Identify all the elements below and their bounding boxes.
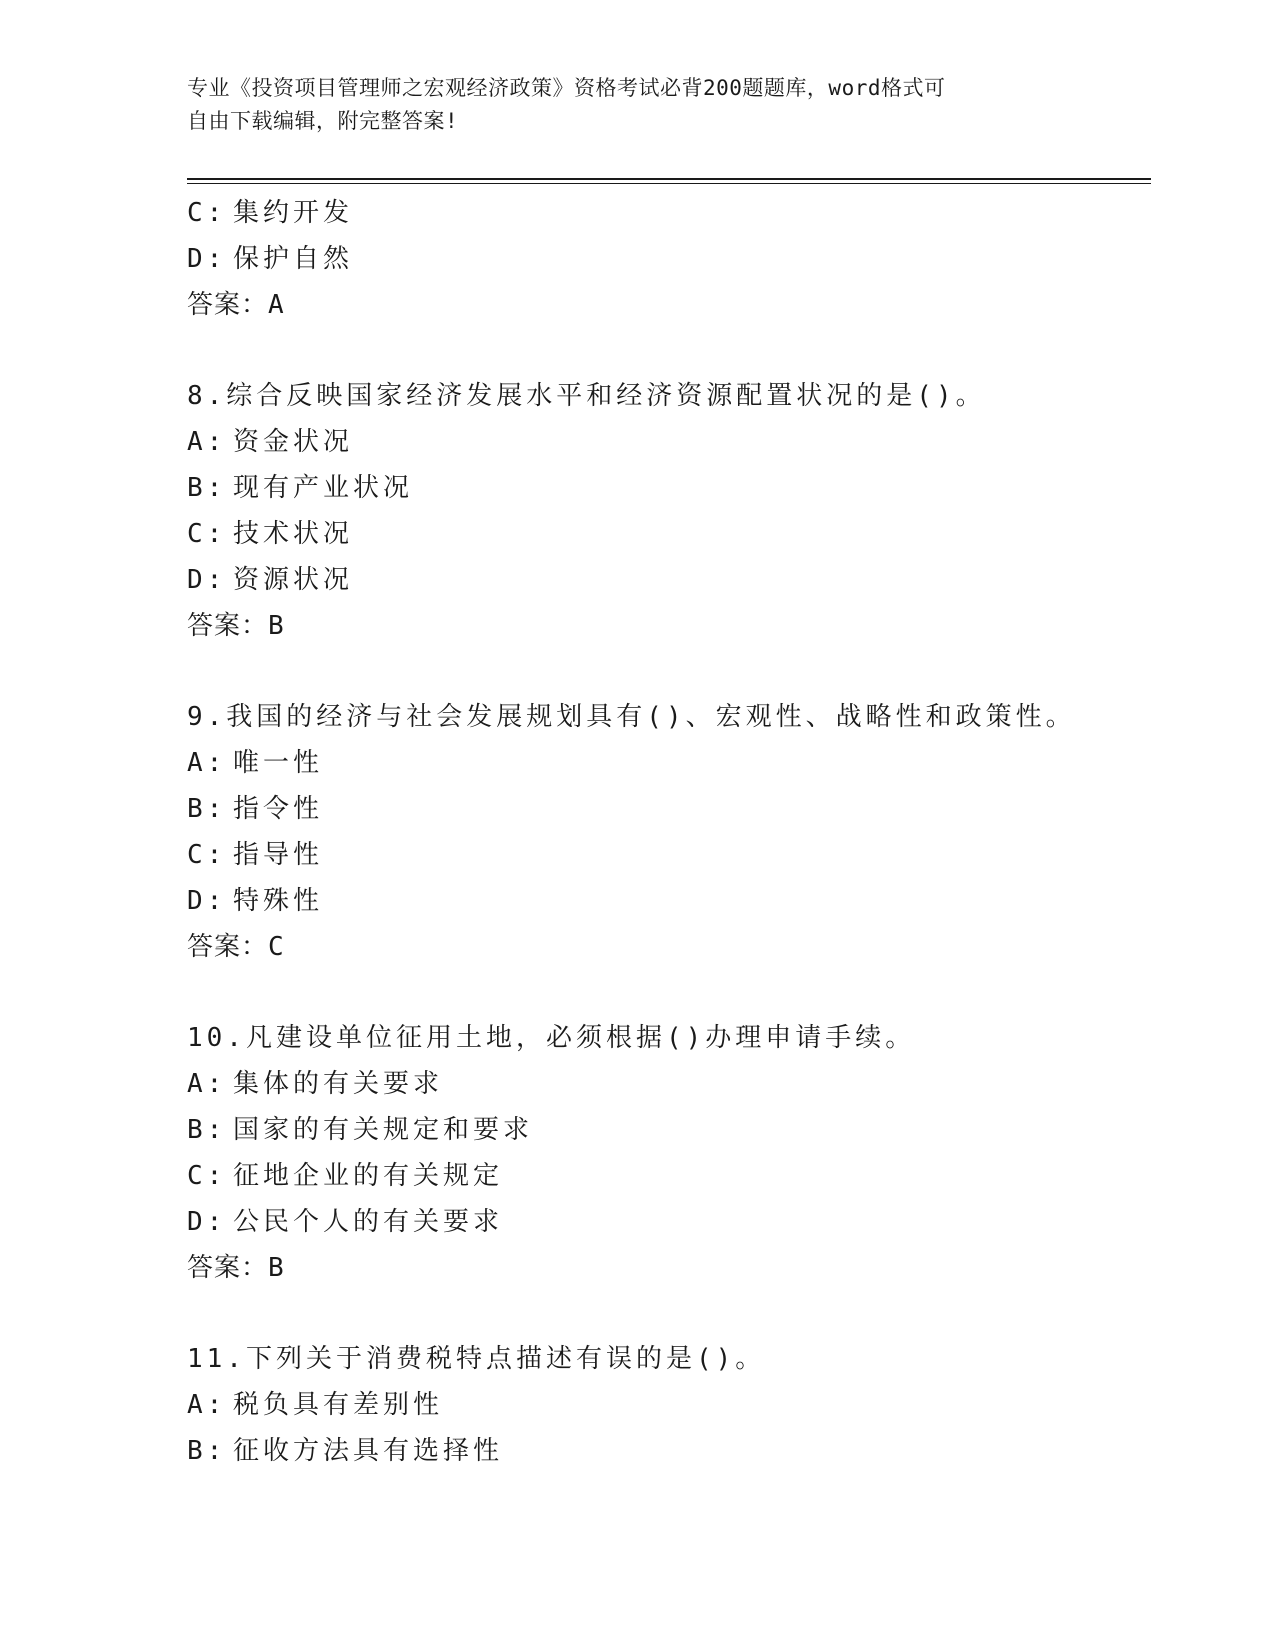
option-text: 资源状况 (233, 565, 354, 595)
option-text: 唯一性 (233, 748, 324, 778)
option-c (187, 832, 1167, 878)
option-text: 资金状况 (233, 427, 354, 457)
header-line-1: 专业《投资项目管理师之宏观经济政策》资格考试必背200题题库，word格式可 (187, 76, 946, 100)
header-line-2: 自由下载编辑，附完整答案! (187, 109, 459, 133)
answer-line: 答案：B (187, 1253, 285, 1283)
option-letter: C: (187, 840, 227, 870)
option-letter: A: (187, 427, 227, 457)
option-letter: C: (187, 1161, 227, 1191)
question-list (187, 190, 1167, 1474)
option-letter: D: (187, 565, 227, 595)
option-letter: A: (187, 1069, 227, 1099)
option-b (187, 786, 1167, 832)
option-b (187, 465, 1167, 511)
question-stem: 9.我国的经济与社会发展规划具有()、宏观性、战略性和政策性。 (187, 702, 1076, 732)
document-header (187, 72, 1087, 138)
option-text: 集体的有关要求 (233, 1069, 444, 1099)
option-letter: C: (187, 519, 227, 549)
option-d (187, 1199, 1167, 1245)
answer-line: 答案：B (187, 611, 285, 641)
option-letter: B: (187, 1436, 227, 1466)
option-letter: C: (187, 198, 227, 228)
option-a (187, 740, 1167, 786)
option-letter: B: (187, 794, 227, 824)
option-a (187, 1061, 1167, 1107)
option-text: 国家的有关规定和要求 (233, 1115, 534, 1145)
option-text: 指令性 (233, 794, 324, 824)
option-c (187, 511, 1167, 557)
option-text: 指导性 (233, 840, 324, 870)
option-text: 现有产业状况 (233, 473, 414, 503)
option-b (187, 1428, 1167, 1474)
header-divider (187, 178, 1151, 184)
question-stem: 8.综合反映国家经济发展水平和经济资源配置状况的是()。 (187, 381, 986, 411)
option-c (187, 1153, 1167, 1199)
option-text: 征收方法具有选择性 (233, 1436, 504, 1466)
option-letter: D: (187, 886, 227, 916)
answer-line: 答案：A (187, 290, 285, 320)
option-text: 税负具有差别性 (233, 1390, 444, 1420)
option-text: 集约开发 (233, 198, 354, 228)
option-d (187, 236, 1167, 282)
option-a (187, 419, 1167, 465)
option-d (187, 878, 1167, 924)
option-text: 公民个人的有关要求 (233, 1207, 504, 1237)
option-text: 保护自然 (233, 244, 354, 274)
option-d (187, 557, 1167, 603)
option-letter: A: (187, 748, 227, 778)
question-stem: 11.下列关于消费税特点描述有误的是()。 (187, 1344, 766, 1374)
option-letter: A: (187, 1390, 227, 1420)
option-text: 征地企业的有关规定 (233, 1161, 504, 1191)
answer-line: 答案：C (187, 932, 285, 962)
option-a (187, 1382, 1167, 1428)
option-letter: D: (187, 244, 227, 274)
option-letter: D: (187, 1207, 227, 1237)
option-b (187, 1107, 1167, 1153)
question-stem: 10.凡建设单位征用土地，必须根据()办理申请手续。 (187, 1023, 916, 1053)
option-letter: B: (187, 473, 227, 503)
option-c (187, 190, 1167, 236)
option-text: 特殊性 (233, 886, 324, 916)
option-text: 技术状况 (233, 519, 354, 549)
option-letter: B: (187, 1115, 227, 1145)
